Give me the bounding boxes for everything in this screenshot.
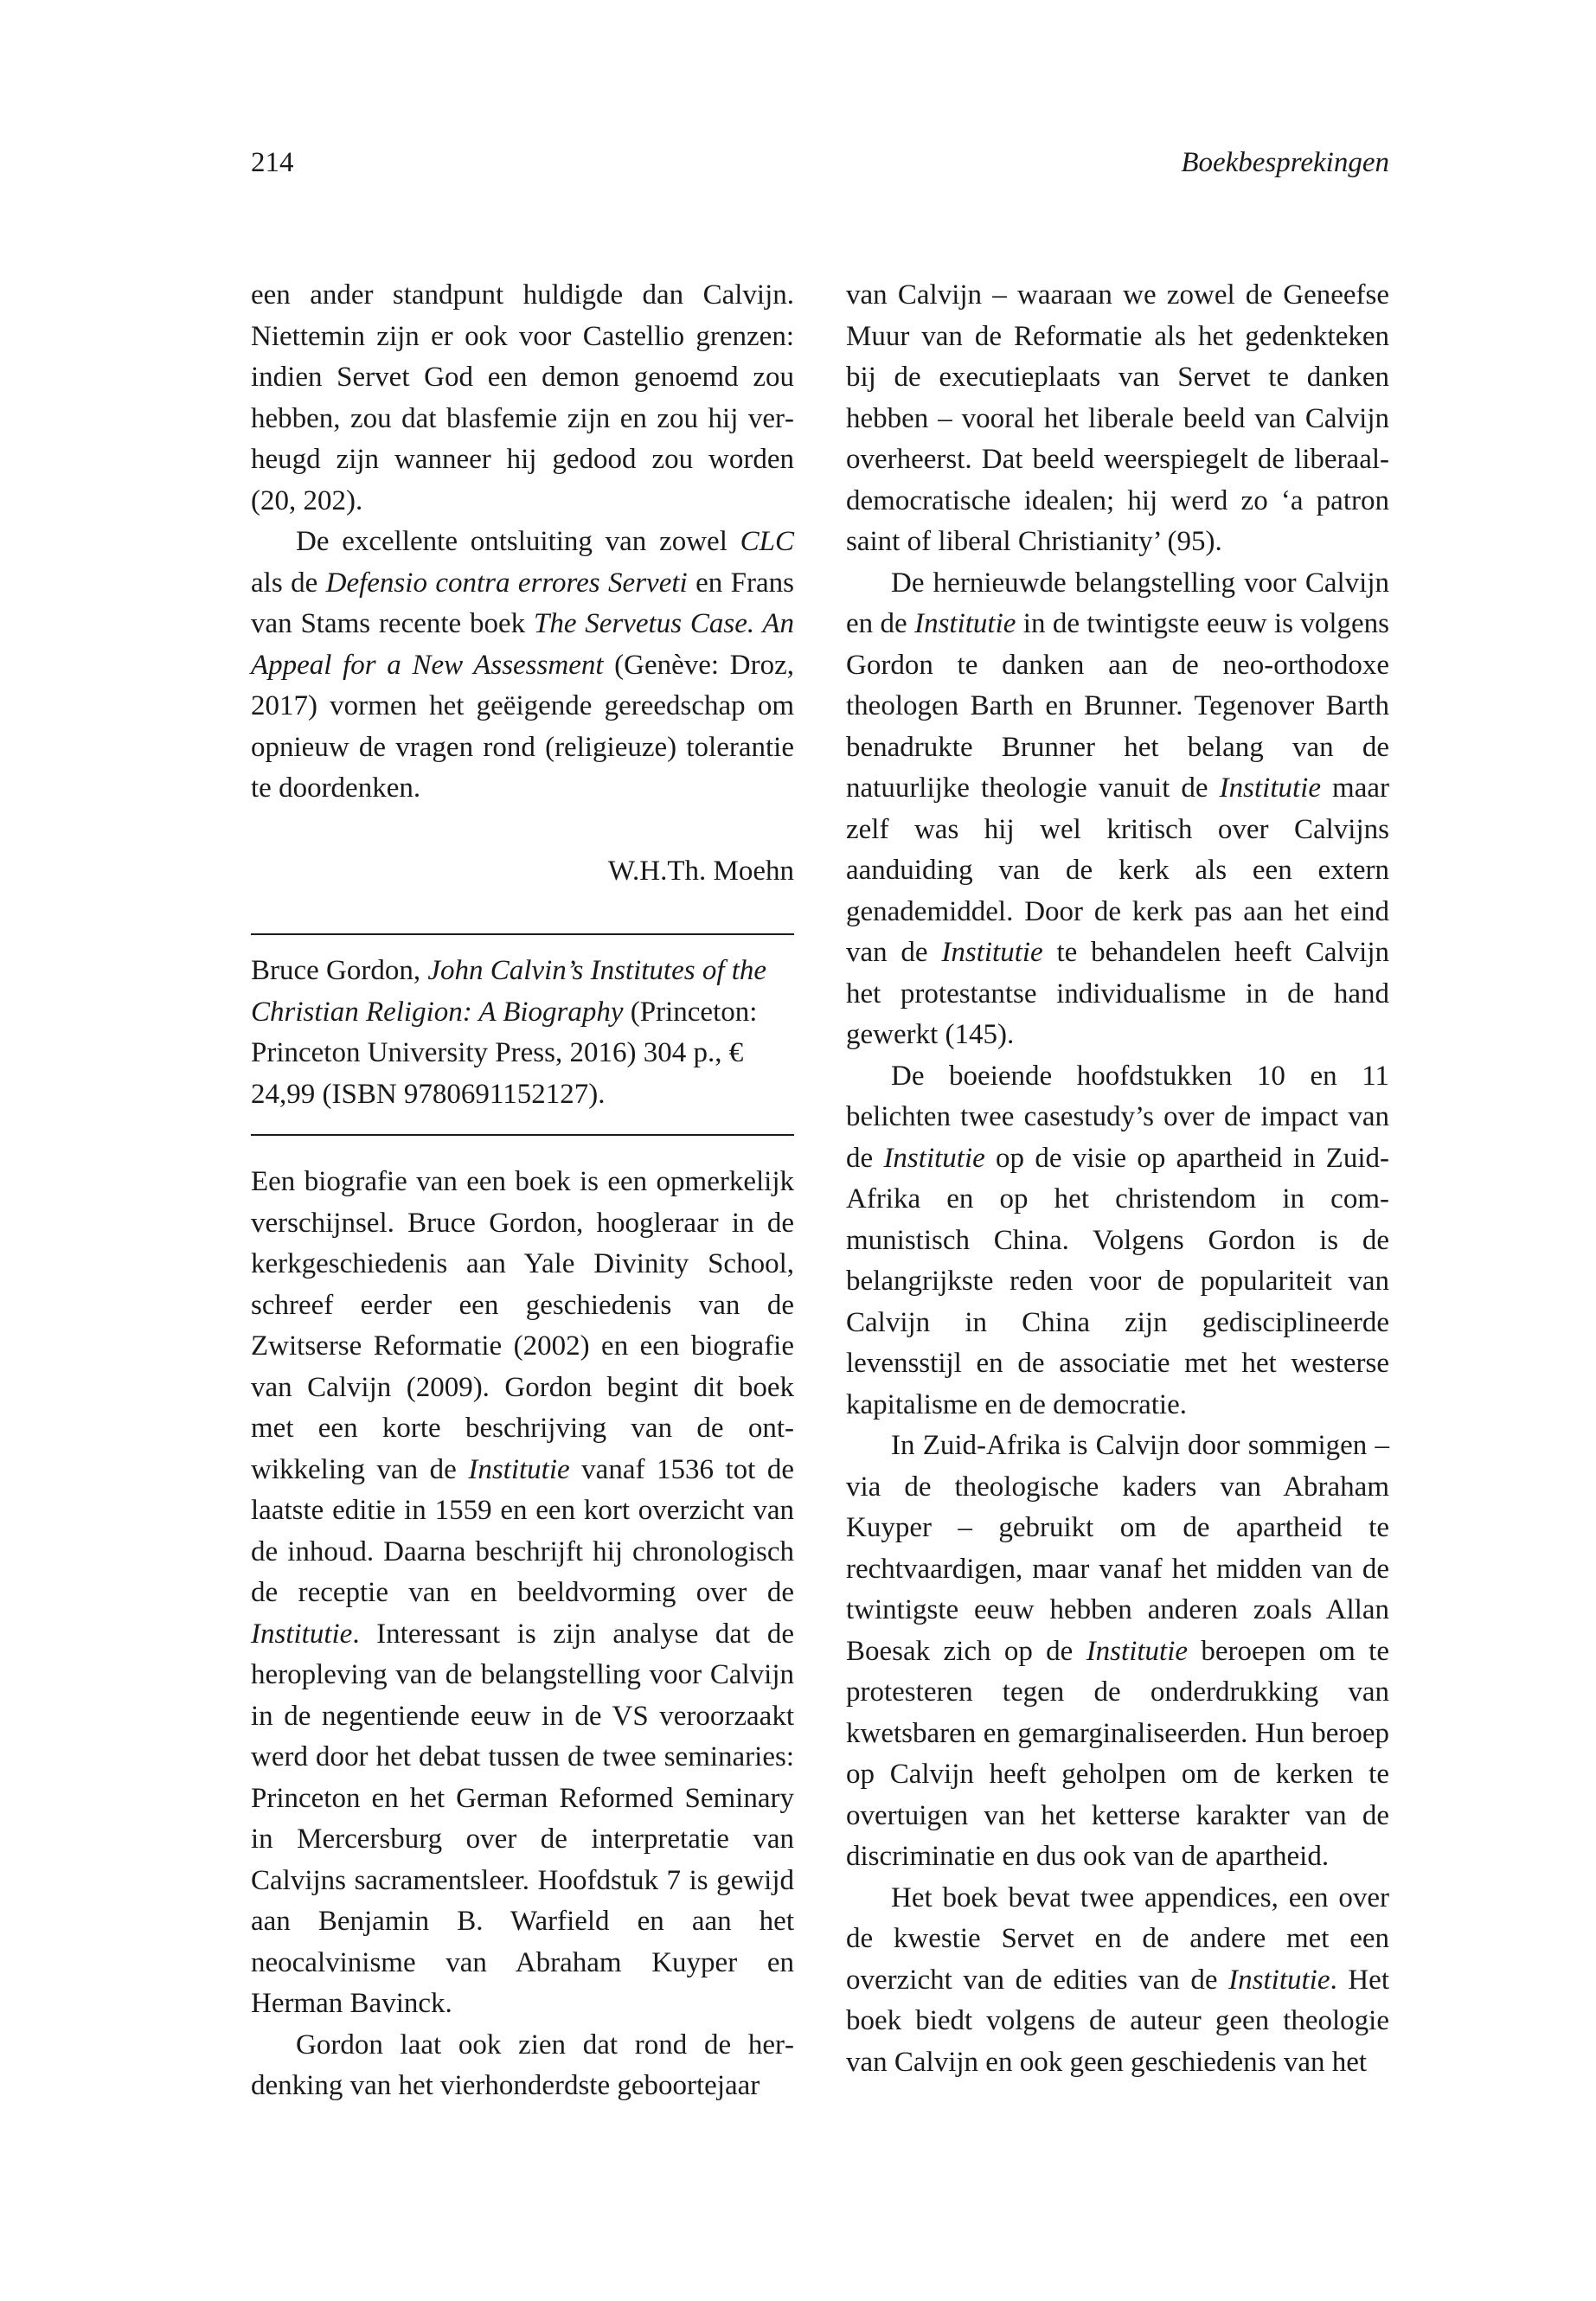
left-paragraph-1: een ander standpunt huldigde dan Calvijn. Niettemin zijn er ook voor Castellio grenzen: indien Servet God een demon genoemd zou hebben, zou dat blasfemie zijn en zou hij verheugd zijn wanneer hij gedood zou worden (20, 202). <box>251 279 794 516</box>
divider-top <box>251 933 794 935</box>
left-paragraph-3: Een biografie van een boek is een opmerkelijk verschijnsel. Bruce Gordon, hoogleraar in de kerkgeschiedenis aan Yale Divinity School, schreef eerder een geschiedenis van de Zwitserse Reformatie (2002) en een biografie van Calvijn (2009). Gordon begint dit boek met een korte beschrijving van de ontwikkeling van de Institutie vanaf 1536 tot de laatste editie in 1559 en een kort overzicht van de inhoud. Daarna beschrijft hij chronologisch de receptie van en beeldvorming over de Institutie. Interessant is zijn analyse dat de heropleving van de belangstelling voor Calvijn in de negentiende eeuw in de VS veroorzaakt werd door het debat tussen de twee seminaries: Princeton en het German Reformed Seminary in Mercersburg over de interpretatie van Calvijns sacramentsleer. Hoofdstuk 7 is gewijd aan Benjamin B. Warfield en aan het neocalvinisme van Abraham Kuyper en Herman Bavinck. <box>251 1166 794 2019</box>
left-column <box>251 275 794 2107</box>
right-column <box>846 275 1389 2083</box>
right-paragraph-1: van Calvijn – waaraan we zowel de Geneefse Muur van de Reformatie als het gedenkteken bij de executieplaats van Servet te danken hebben – vooral het liberale beeld van Calvijn overheerst. Dat beeld weerspiegelt de liberaal-democratische idealen; hij werd zo ‘a patron saint of liberal Christianity’ (95). <box>846 279 1389 557</box>
review-heading: Bruce Gordon, John Calvin’s Institutes of the Christian Religion: A Biography (Princeton: Princeton University Press, 2016) 304 p., € 24,99 (ISBN 9780691152127). <box>251 955 767 1110</box>
divider-bottom <box>251 1134 794 1136</box>
section-title: Boekbesprekingen <box>1181 147 1389 178</box>
reviewer-signature: W.H.Th. Moehn <box>607 855 794 887</box>
page-number: 214 <box>251 147 294 178</box>
right-paragraph-5: Het boek bevat twee appendices, een over de kwestie Servet en de andere met een overzicht van de edities van de Institutie. Het boek biedt volgens de auteur geen theologie van Calvijn en ook geen geschiedenis van het <box>846 1881 1389 2078</box>
right-paragraph-2: De hernieuwde belangstelling voor Calvijn en de Institutie in de twintigste eeuw is volgens Gordon te danken aan de neo-orthodoxe theologen Barth en Brunner. Tegenover Barth benadrukte Brunner het belang van de natuurlijke theologie vanuit de Institutie maar zelf was hij wel kritisch over Calvijns aanduiding van de kerk als een extern genademiddel. Door de kerk pas aan het eind van de Institutie te behandelen heeft Calvijn het protestantse individualisme in de hand gewerkt (145). <box>846 567 1390 1050</box>
left-paragraph-2: De excellente ontsluiting van zowel CLC als de Defensio contra errores Serveti en Frans van Stams recente boek The Servetus Case. An Appeal for a New Assessment (Genève: Droz, 2017) vormen het geëigende gereedschap om opnieuw de vragen rond (religieuze) tolerantie te doordenken. <box>251 526 795 804</box>
right-paragraph-3: De boeiende hoofdstukken 10 en 11 belichten twee casestudy’s over de impact van de Institutie op de visie op apartheid in Zuid-Afrika en op het christendom in communistisch China. Volgens Gordon is de belangrijkste reden voor de populariteit van Calvijn in China zijn gedisciplineerde levensstijl en de associatie met het westerse kapitalisme en de democratie. <box>846 1060 1389 1420</box>
left-paragraph-4: Gordon laat ook zien dat rond de herdenking van het vierhonderdste geboortejaar <box>251 2029 794 2101</box>
right-paragraph-4: In Zuid-Afrika is Calvijn door sommigen – via de theologische kaders van Abraham Kuyper – gebruikt om de apartheid te rechtvaardigen, maar vanaf het midden van de twintigste eeuw hebben anderen zoals Allan Boesak zich op de Institutie beroepen om te protesteren tegen de onderdrukking van kwetsbaren en gemarginaliseerden. Hun beroep op Calvijn heeft geholpen om de kerken te overtuigen van het ketterse karakter van de discriminatie en dus ook van de apartheid. <box>846 1430 1389 1872</box>
